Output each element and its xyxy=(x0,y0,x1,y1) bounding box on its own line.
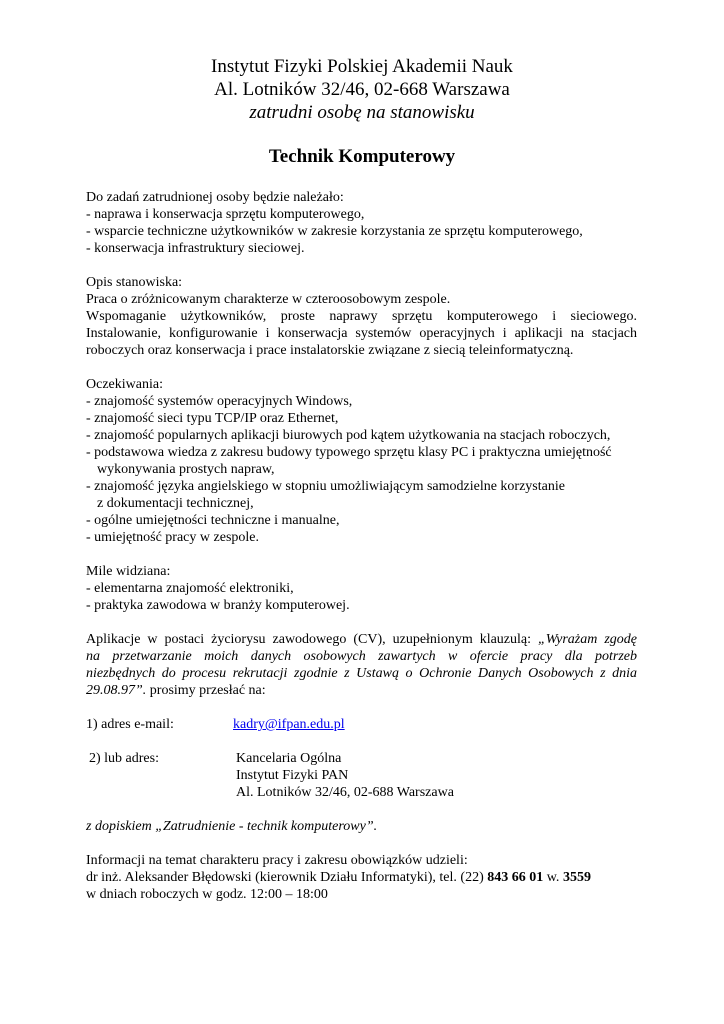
description-line: Wspomaganie użytkowników, proste naprawy sprzętu komputerowego i sieciowego. xyxy=(86,309,637,324)
email-label: 1) adres e-mail: xyxy=(86,717,174,732)
requirements-heading: Oczekiwania: xyxy=(86,377,163,392)
duty-item: - naprawa i konserwacja sprzętu komputerowego, xyxy=(86,207,365,222)
application-line-1 xyxy=(86,631,637,648)
subject-note: z dopiskiem „Zatrudnienie - technik komputerowy”. xyxy=(86,819,378,834)
address-label: 2) lub adres: xyxy=(89,751,159,766)
description-line: roboczych oraz konserwacja i prace instalatorskie związane z siecią teleinformatyczną. xyxy=(86,343,574,358)
nice-to-have-heading: Mile widziana: xyxy=(86,564,171,579)
job-title: Technik Komputerowy xyxy=(268,146,456,167)
duty-item: - konserwacja infrastruktury sieciowej. xyxy=(86,241,305,256)
requirement-item: - znajomość języka angielskiego w stopniu umożliwiającym samodzielne korzystanie xyxy=(86,479,565,494)
consent-clause: niezbędnych do procesu rekrutacji zgodnie z Ustawą o Ochronie Danych Osobowych z dnia xyxy=(86,666,637,681)
nice-to-have-item: - praktyka zawodowa w branży komputerowej. xyxy=(86,598,350,613)
application-text: Aplikacje w postaci życiorysu zawodowego (CV), uzupełnionym klauzulą: xyxy=(86,632,538,647)
application-line-4 xyxy=(86,682,266,699)
consent-clause-start: „Wyrażam zgodę xyxy=(537,632,638,647)
requirement-item: - umiejętność pracy w zespole. xyxy=(86,530,259,545)
description-heading: Opis stanowiska: xyxy=(86,275,183,290)
duties-heading: Do zadań zatrudnionej osoby będzie należało: xyxy=(86,190,344,205)
nice-to-have-item: - elementarna znajomość elektroniki, xyxy=(86,581,294,596)
requirement-item-continued: z dokumentacji technicznej, xyxy=(97,496,254,511)
institute-name: Instytut Fizyki Polskiej Akademii Nauk xyxy=(211,56,513,77)
email-link[interactable]: kadry@ifpan.edu.pl xyxy=(233,717,345,732)
address-line: Kancelaria Ogólna xyxy=(236,751,342,766)
consent-clause: na przetwarzanie moich danych osobowych zawartych w ofercie pracy dla potrzeb xyxy=(86,649,637,664)
requirement-item-continued: wykonywania prostych napraw, xyxy=(97,462,275,477)
contact-person: dr inż. Aleksander Błędowski (kierownik Działu Informatyki), tel. (22) xyxy=(86,870,488,885)
application-text: prosimy przesłać na: xyxy=(146,683,266,698)
requirement-item: - podstawowa wiedza z zakresu budowy typowego sprzętu klasy PC i praktyczna umiejętność xyxy=(86,445,612,460)
consent-clause-end: 29.08.97”. xyxy=(86,683,147,698)
duty-item: - wsparcie techniczne użytkowników w zakresie korzystania ze sprzętu komputerowego, xyxy=(86,224,583,239)
description-line: Praca o zróżnicowanym charakterze w czteroosobowym zespole. xyxy=(86,292,451,307)
extension-label: w. xyxy=(543,870,563,885)
contact-person-line xyxy=(86,869,591,886)
hiring-subtitle: zatrudni osobę na stanowisku xyxy=(249,102,475,123)
requirement-item: - ogólne umiejętności techniczne i manualne, xyxy=(86,513,340,528)
requirement-item: - znajomość sieci typu TCP/IP oraz Ethernet, xyxy=(86,411,339,426)
info-line: Informacji na temat charakteru pracy i zakresu obowiązków udzieli: xyxy=(86,853,468,868)
address-line: Instytut Fizyki PAN xyxy=(236,768,349,783)
requirement-item: - znajomość systemów operacyjnych Windows, xyxy=(86,394,353,409)
requirement-item: - znajomość popularnych aplikacji biurowych pod kątem użytkowania na stacjach roboczych, xyxy=(86,428,611,443)
description-line: Instalowanie, konfigurowanie i konserwacja systemów operacyjnych i aplikacji na stacjach xyxy=(86,326,637,341)
address-line: Al. Lotników 32/46, 02-688 Warszawa xyxy=(236,785,454,800)
institute-address: Al. Lotników 32/46, 02-668 Warszawa xyxy=(214,79,510,100)
office-hours: w dniach roboczych w godz. 12:00 – 18:00 xyxy=(86,887,328,902)
phone-extension: 3559 xyxy=(562,870,591,885)
phone-number: 843 66 01 xyxy=(487,870,544,885)
